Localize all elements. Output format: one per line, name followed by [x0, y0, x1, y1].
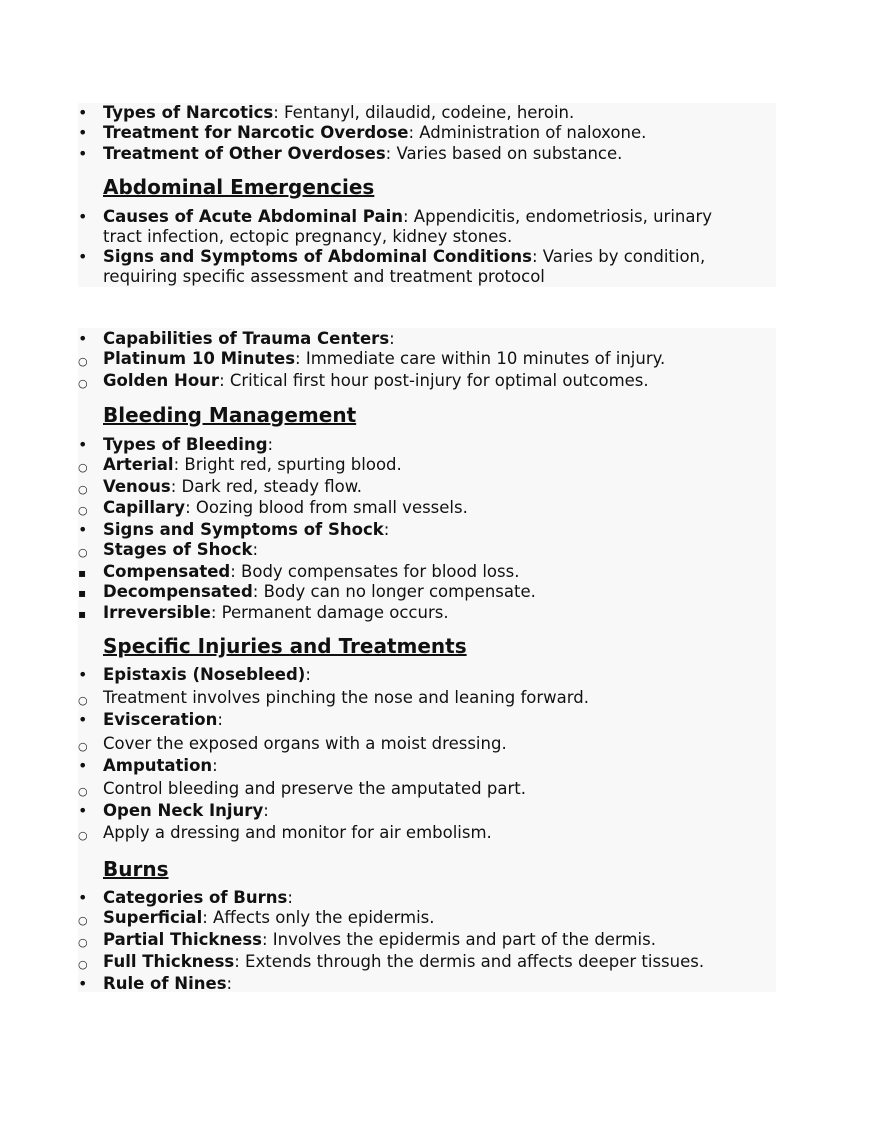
list-item-term: Decompensated — [103, 582, 253, 601]
list-item-text — [103, 603, 449, 623]
list-item-text — [103, 207, 712, 227]
list-item-description: : — [212, 756, 218, 775]
list-item-description: : Administration of naloxone. — [408, 123, 647, 142]
square-bullet-icon: ▪ — [78, 586, 87, 600]
list-item-term: Partial Thickness — [103, 930, 262, 949]
list-item-description: : — [305, 665, 311, 684]
list-item-term: Irreversible — [103, 603, 211, 622]
list-item-description: requiring specific assessment and treatment protocol — [103, 267, 545, 286]
list-item-term: Compensated — [103, 562, 231, 581]
list-item-description: : Permanent damage occurs. — [210, 603, 449, 622]
circle-bullet-icon: ○ — [78, 377, 88, 390]
list-item-text — [103, 435, 273, 455]
list-item-term: Capabilities of Trauma Centers — [103, 329, 390, 348]
section-heading: Burns — [103, 857, 169, 881]
list-item-description: tract infection, ectopic pregnancy, kidney stones. — [103, 227, 513, 246]
disc-bullet-icon: • — [78, 103, 88, 122]
list-item-description: : Oozing blood from small vessels. — [185, 498, 468, 517]
list-item-term: Types of Narcotics — [103, 103, 274, 122]
list-item-description: : — [252, 540, 259, 559]
list-item-description: : Dark red, steady flow. — [170, 477, 362, 496]
list-item-description: : Varies based on substance. — [385, 144, 623, 163]
list-item-term: Arterial — [103, 455, 174, 474]
list-item-text — [103, 665, 311, 685]
list-item-term: Golden Hour — [103, 371, 220, 390]
disc-bullet-icon: • — [78, 756, 88, 775]
list-item-text — [103, 123, 646, 143]
list-item-text — [103, 801, 269, 821]
list-item-term: Superficial — [103, 908, 203, 927]
list-item-text — [103, 930, 656, 950]
list-item-term: Capillary — [103, 498, 186, 517]
list-item-text — [103, 540, 258, 560]
list-item-term: Stages of Shock — [103, 540, 253, 559]
list-item-description: Treatment involves pinching the nose and leaning forward. — [103, 688, 589, 707]
list-item-text — [103, 520, 389, 540]
section-heading: Bleeding Management — [103, 403, 357, 427]
square-bullet-icon: ▪ — [78, 566, 87, 580]
list-item-term: Amputation — [103, 756, 213, 775]
list-item-description: : Critical first hour post-injury for optimal outcomes. — [219, 371, 649, 390]
list-item-text — [103, 267, 545, 287]
circle-bullet-icon: ○ — [78, 740, 88, 753]
disc-bullet-icon: • — [78, 329, 88, 348]
list-item-term: Full Thickness — [103, 952, 235, 971]
list-item-description: : Involves the epidermis and part of the dermis. — [262, 930, 656, 949]
list-item-description: : — [287, 888, 293, 907]
disc-bullet-icon: • — [78, 665, 88, 684]
list-item-text — [103, 247, 705, 267]
list-item-term: Signs and Symptoms of Shock — [103, 520, 384, 539]
list-item-description: : — [267, 435, 274, 454]
list-item-text — [103, 823, 492, 843]
list-item-term: Platinum 10 Minutes — [103, 349, 296, 368]
list-item-text — [103, 779, 526, 799]
list-item-description: : Affects only the epidermis. — [202, 908, 435, 927]
square-bullet-icon: ▪ — [78, 607, 87, 621]
circle-bullet-icon: ○ — [78, 483, 88, 496]
list-item-term: Signs and Symptoms of Abdominal Conditions — [103, 247, 532, 266]
section-heading: Specific Injuries and Treatments — [103, 634, 467, 658]
list-item-description: : Appendicitis, endometriosis, urinary — [403, 207, 713, 226]
list-item-term: Treatment of Other Overdoses — [103, 144, 386, 163]
list-item-term: Rule of Nines — [103, 974, 227, 993]
list-item-text — [103, 227, 512, 247]
list-item-description: : Body compensates for blood loss. — [230, 562, 520, 581]
list-item-text — [103, 498, 468, 518]
disc-bullet-icon: • — [78, 123, 88, 142]
list-item-description: : Fentanyl, dilaudid, codeine, heroin. — [273, 103, 575, 122]
list-item-description: : Extends through the dermis and affects deeper tissues. — [234, 952, 705, 971]
list-item-description: : — [383, 520, 390, 539]
circle-bullet-icon: ○ — [78, 829, 88, 842]
list-item-description: : Immediate care within 10 minutes of injury. — [295, 349, 666, 368]
list-item-text — [103, 952, 704, 972]
list-item-description: : — [263, 801, 269, 820]
disc-bullet-icon: • — [78, 144, 88, 163]
list-item-description: Control bleeding and preserve the amputated part. — [103, 779, 526, 798]
disc-bullet-icon: • — [78, 207, 88, 226]
list-item-text — [103, 103, 574, 123]
list-item-text — [103, 888, 293, 908]
list-item-description: : Bright red, spurting blood. — [173, 455, 402, 474]
list-item-text — [103, 329, 395, 349]
list-item-text — [103, 562, 519, 582]
list-item-description: : — [217, 710, 223, 729]
disc-bullet-icon: • — [78, 435, 88, 454]
list-item-description: Apply a dressing and monitor for air embolism. — [103, 823, 492, 842]
disc-bullet-icon: • — [78, 520, 88, 539]
list-item-term: Open Neck Injury — [103, 801, 264, 820]
list-item-text — [103, 144, 622, 164]
circle-bullet-icon: ○ — [78, 504, 88, 517]
list-item-term: Categories of Burns — [103, 888, 288, 907]
list-item-description: : — [389, 329, 395, 348]
circle-bullet-icon: ○ — [78, 461, 88, 474]
circle-bullet-icon: ○ — [78, 355, 88, 368]
list-item-description: Cover the exposed organs with a moist dressing. — [103, 734, 507, 753]
circle-bullet-icon: ○ — [78, 546, 88, 559]
list-item-term: Treatment for Narcotic Overdose — [103, 123, 409, 142]
circle-bullet-icon: ○ — [78, 914, 88, 927]
list-item-text — [103, 908, 435, 928]
disc-bullet-icon: • — [78, 710, 88, 729]
list-item-term: Evisceration — [103, 710, 218, 729]
list-item-term: Epistaxis (Nosebleed) — [103, 665, 306, 684]
disc-bullet-icon: • — [78, 974, 88, 993]
list-item-text — [103, 455, 402, 475]
list-item-text — [103, 756, 218, 776]
list-item-description: : — [226, 974, 233, 993]
section-heading: Abdominal Emergencies — [103, 175, 375, 199]
list-item-text — [103, 371, 649, 391]
list-item-text — [103, 974, 232, 994]
list-item-description: : Body can no longer compensate. — [252, 582, 536, 601]
disc-bullet-icon: • — [78, 247, 88, 266]
disc-bullet-icon: • — [78, 801, 88, 820]
list-item-term: Causes of Acute Abdominal Pain — [103, 207, 403, 226]
circle-bullet-icon: ○ — [78, 936, 88, 949]
list-item-text — [103, 582, 536, 602]
circle-bullet-icon: ○ — [78, 694, 88, 707]
list-item-text — [103, 349, 665, 369]
list-item-text — [103, 688, 589, 708]
circle-bullet-icon: ○ — [78, 785, 88, 798]
list-item-text — [103, 477, 362, 497]
list-item-description: : Varies by condition, — [531, 247, 706, 266]
list-item-term: Types of Bleeding — [103, 435, 268, 454]
list-item-text — [103, 734, 507, 754]
list-item-term: Venous — [103, 477, 171, 496]
circle-bullet-icon: ○ — [78, 958, 88, 971]
list-item-text — [103, 710, 223, 730]
disc-bullet-icon: • — [78, 888, 88, 907]
